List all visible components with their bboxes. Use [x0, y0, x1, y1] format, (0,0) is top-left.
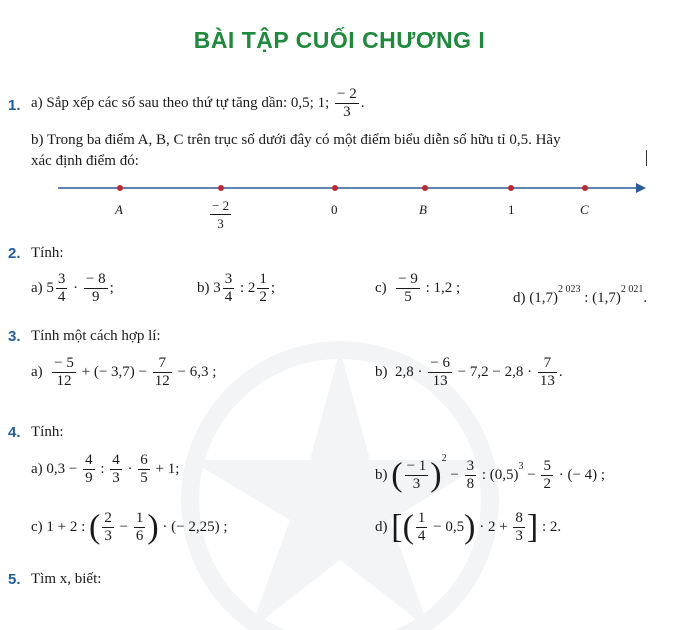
q1-a-text: a) Sắp xếp các số sau theo thứ tự tăng dần: 0,5; 1; — [31, 94, 330, 111]
point-zero-dot — [332, 185, 338, 191]
q5-number: 5. — [8, 571, 21, 588]
q4-b: b) ( $\frac{- 1}{3}$ )$^2$ − $\frac{3}{8}$ : $(0,5)^3$ − $\frac{5}{2}$ · (− 4) ; — [375, 453, 606, 494]
q4-title: Tính: — [31, 424, 64, 440]
q1-b-line2: xác định điểm đó: — [31, 153, 139, 169]
q2-a: a) 5 $\frac{3}{4}$ · $\frac{- 8}{9}$ ; — [31, 271, 114, 305]
number-line — [0, 0, 679, 240]
point-b-dot — [422, 185, 428, 191]
q2-title: Tính: — [31, 245, 64, 261]
point-label-a: A — [115, 202, 123, 217]
q3-a: a) $\frac{- 5}{12}$ + (− 3,7) − $\frac{7}{12}$ − 6,3 ; — [31, 355, 217, 389]
q1-a-fraction: $\frac{- 2}{3}$ — [337, 86, 357, 120]
q5-text: Tìm x, biết: — [31, 571, 102, 587]
axis-arrow-icon — [636, 183, 646, 193]
q2-d: d) $(1,7)^{2 023}$ : $(1,7)^{2 021}$. — [513, 284, 648, 306]
point-one-dot — [508, 185, 514, 191]
q2-b: b) 3 $\frac{3}{4}$ : 2 $\frac{1}{2}$ ; — [197, 271, 276, 305]
q1-part-a: a) Sắp xếp các số sau theo thứ tự tăng dần: 0,5; 1; $\frac{- 2}{3}$ . — [31, 86, 365, 120]
q4-c: c) 1 + 2 : ( $\frac{2}{3}$ − $\frac{1}{6}$ ) · (− 2,25) ; — [31, 508, 228, 546]
q4-d: d) [( $\frac{1}{4}$ − 0,5) · 2 + $\frac{8}{3}$ ] : 2. — [375, 508, 562, 546]
point-neg2-3-dot — [218, 185, 224, 191]
q3-number: 3. — [8, 328, 21, 345]
q3-b: b) 2,8 · $\frac{- 6}{13}$ − 7,2 − 2,8 · $\frac{7}{13}$ . — [375, 355, 563, 389]
point-c-dot — [582, 185, 588, 191]
chapter-title: BÀI TẬP CUỐI CHƯƠNG I — [193, 27, 486, 53]
q4-number: 4. — [8, 424, 21, 441]
point-label-zero: 0 — [331, 202, 338, 217]
point-label-c: C — [580, 202, 589, 217]
q1-number: 1. — [8, 97, 21, 114]
point-label-b: B — [419, 202, 427, 217]
point-a-dot — [117, 185, 123, 191]
point-label-neg2-3: $\frac{- 2}{3}$ — [212, 198, 230, 231]
q2-number: 2. — [8, 245, 21, 262]
q2-c: c) $\frac{- 9}{5}$ : 1,2 ; — [375, 271, 461, 305]
q3-title: Tính một cách hợp lí: — [31, 328, 161, 344]
q4-a: a) 0,3 − $\frac{4}{9}$ : $\frac{4}{3}$ · $\frac{6}{5}$ + 1; — [31, 452, 180, 486]
point-label-one: 1 — [508, 202, 515, 217]
q1-b-line1: b) Trong ba điểm A, B, C trên trục số dưới đây có một điểm biểu diễn số hữu tỉ 0,5. Hãy — [31, 132, 561, 148]
